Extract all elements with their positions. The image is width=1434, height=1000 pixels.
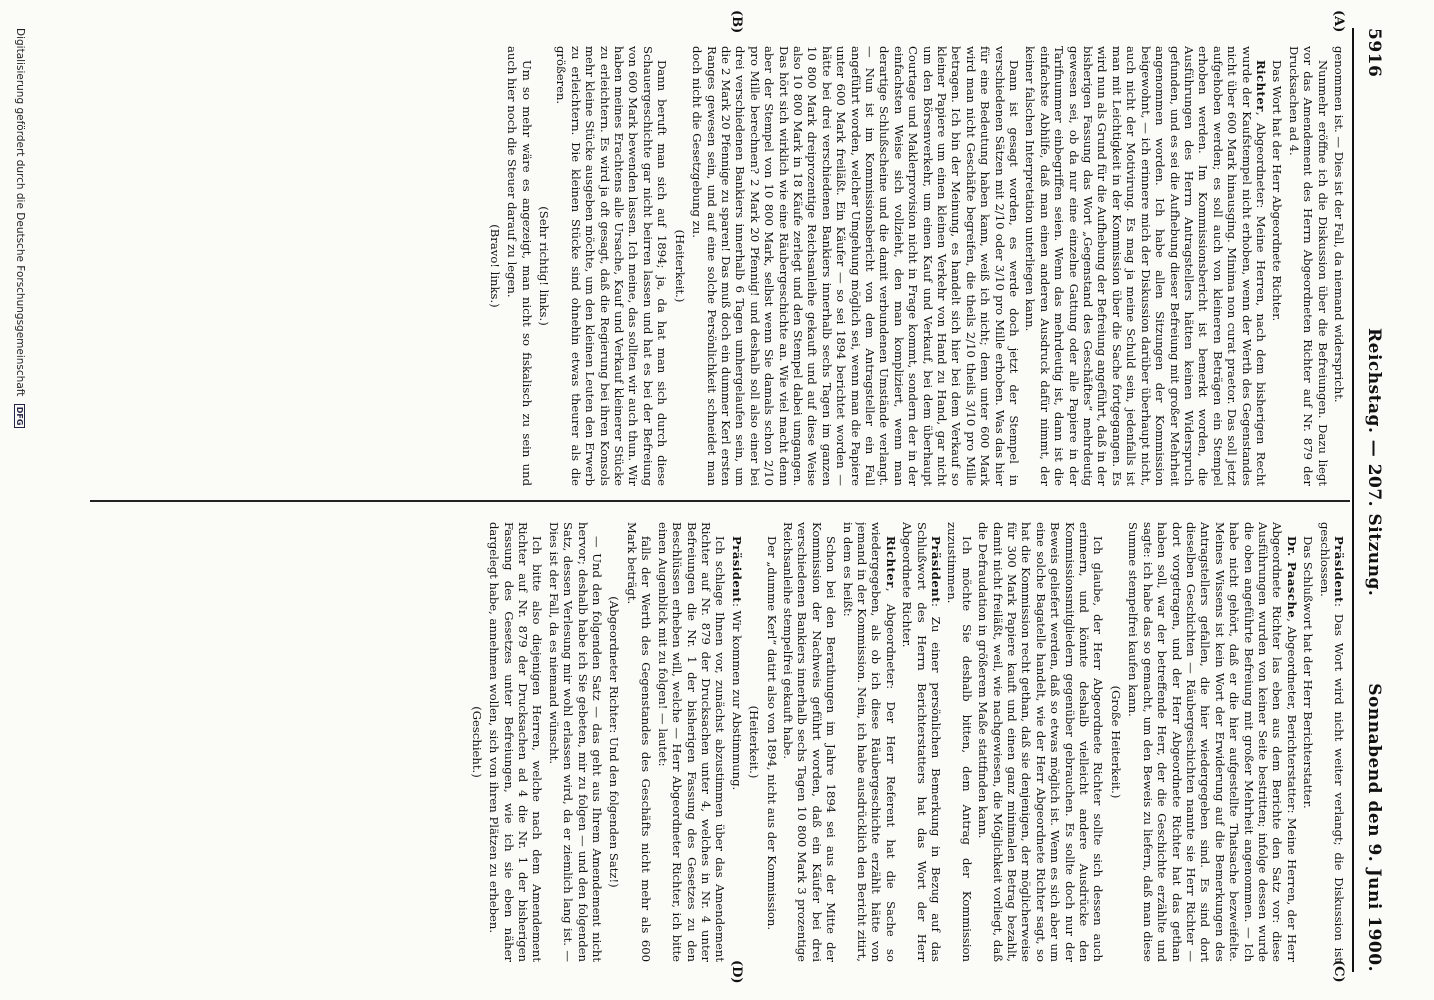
paragraph-text: — Und den folgenden Satz — das geht aus Ihrem Amendement nicht hervor; deshalb habe ich Sie gebeten, mir zu folgen — und den folgenden Satz, dessen Verlesung mir wohl erlassen wird, da er ziemlich lang ist. — Dies ist der Fall, da es niemand wünscht. <box>546 522 605 962</box>
paragraph-text: genommen ist. — Dies ist der Fall, da niemand widerspricht. <box>1332 46 1346 403</box>
paragraph-text: Ich glaube, der Herr Abgeordnete Richter sollte sich dessen auch erinnern, und könnte deshalb vielleicht andere Ausdrücke den Kommissionsmitgliedern gegenüber gebrauchen. Es sollte doch nur der Beweis geliefert werden, daß so etwas möglich ist. Wenn es sich aber um eine solche Bagatelle handelt, wie der Herr Abgeordnete Richter sagt, so hat die Kommission recht gethan, daß sie denjenigen, der möglicherweise für 300 Mark Papiere kauft und einen ganz minimalen Betrag bezahlt, damit nicht freiläßt, weil, wie nachgewiesen, die Möglichkeit vorliegt, daß die Defraudation in größerem Maße stattfinden kann. <box>976 522 1106 962</box>
interjection <box>487 46 501 486</box>
left-column <box>96 46 1346 486</box>
speaker-name: Dr. Paasche <box>1284 536 1299 619</box>
paragraph-text: (Heiterkeit.) <box>672 229 687 303</box>
paragraph <box>945 522 974 962</box>
paragraph-text: (Große Heiterkeit.) <box>1108 685 1123 799</box>
running-title: Reichstag. — 207. Sitzung. <box>1364 328 1384 597</box>
paragraph-text: (Sehr richtig! links.) <box>537 206 552 326</box>
interjection <box>537 46 551 486</box>
paragraph-text: Dann ist gesagt worden, es werde doch jetzt der Stempel in verschiedenen Sätzen mit 2/10 oder 3/10 pro Mille erhoben. Was das hier für eine Bedeutung haben kann, weiß ich nicht; denn unter 600 Mark wird man nicht Geschäfte begreifen, die theils 2/10 theils 3/10 pro Mille betragen. Ich bin der Meinung, es handelt sich hier bei dem Verkauf so kleiner Papiere um einen kleinen Verkehr von Hand zu Hand, gar nicht um den Börsenverkehr, um einen Kauf und Verkauf, bei dem überhaupt Courtage und Maklerprovision nicht in Frage kommt, sondern der in der einfachsten Weise sich vollzieht, den man kompliziert, wenn man derartige Schlußscheine und die damit verbundenen Umstände verlangt. — Nun ist im Kommissionsbericht von dem Antragsteller ein Fall angeführt worden, welcher Umgehung möglich sei, wenn man die Papiere unter 600 Mark freiläßt. Ein Käufer — so sei 1894 berichtet worden — hätte bei drei verschiedenen Bankiers innerhalb sechs Tagen im ganzen 10 800 Mark dreiprozentige Reichsanleihe gekauft und auf diese Weise also 10 800 Mark in 18 Käufe zerlegt und den Stempel dabei umgangen. Das hört sich wirklich wie eine Räubergeschichte an. Wie viel macht denn aber der Stempel von 10 800 Mark, selbst wenn Sie damals schon 2/10 pro Mille berechnen? 2 Mark 20 Pfennig! und deshalb soll also einer bei drei verschiedenen Bankiers innerhalb 6 Tagen umhergelaufen sein, um die 2 Mark 20 Pfennige zu sparen! Das muß doch ein dummer Kerl ersten Ranges gewesen sein, und auf eine solche Persönlichkeit schneidet man doch nicht die Gesetzgebung zu. <box>690 46 1022 486</box>
margin-mark-d: (D) <box>729 960 744 984</box>
paragraph <box>764 522 778 962</box>
paragraph-text: Schon bei den Berathungen im Jahre 1894 sei aus der Mitte der Kommission der Nachweis geführt worden, daß ein Käufer bei drei verschiedenen Bankiers innerhalb sechs Tagen 10 800 Mark 3 prozentige Reichsanleihe stempelfrei gekauft habe. <box>780 522 839 962</box>
header-rule <box>1352 28 1354 972</box>
paragraph <box>900 522 943 962</box>
paragraph-text: , Abgeordneter, Berichterstatter: Meine Herren, der Herr Abgeordnete Richter las eben aus dem Berichte den Satz vor: diese Ausführungen wurden von keiner Seite bestritten; infolge dessen wurde die oben angeführte Befreiung mit großer Mehrheit angenommen. — Ich habe nicht gehört, daß er die hier aufgestellte Thatsache bezweifelte. Meines Wissens ist kein Wort der Erwiderung auf die Bemerkungen des Antragstellers gefallen, die hier wiedergegeben sind. Es sind dort dieselben Geschichten — Räubergeschichten nannte sie Herr Richter — dort vorgetragen, und der Herr Abgeordnete Richter hat das gethan haben soll, war der betreffende Herr, der die Geschichte erzählte und sagte: ich habe das so gemacht, um den Beweis zu liefern, daß man diese Summe stempelfrei kaufen kann. <box>1126 522 1299 962</box>
interjection <box>747 522 761 962</box>
paragraph <box>690 46 1021 486</box>
paragraph <box>505 46 534 486</box>
paragraph <box>1332 46 1346 486</box>
paragraph-text: Dann beruft man sich auf 1894; ja, da hat man sich durch diese Schauergeschichte gar nicht beirren lassen und hat es bei der Befreiung von 600 Mark bewenden lassen. Ich meine, das sollten wir auch thun. Wir haben meines Erachtens alle Ursache, Kauf und Verkauf kleinerer Stücke zu erleichtern. Es wird ja oft gesagt, daß die Regierung bei ihren Konsols mehr kleine Stücke ausgeben möchte, um den kleinen Leuten den Erwerb zu erleichtern. Die kleinen Stücke sind ohnehin etwas theurer als die größeren. <box>554 46 670 486</box>
paragraph <box>729 522 743 962</box>
paragraph-text: , Abgeordneter: Der Herr Referent hat die Sache so wiedergegeben, als ob ich diese Räubergeschichte erzählt hätte von jemand in der Kommission. Nein, ich habe ausdrücklich den Bericht zitirt, in dem es heißt: <box>840 522 898 962</box>
paragraph <box>1286 46 1329 486</box>
paragraph-text: : Zu einer persönlichen Bemerkung in Bezug auf das Schlußwort des Herrn Berichterstatters hat das Wort der Herr Abgeordnete Richter. <box>900 522 944 962</box>
interjection <box>672 46 686 486</box>
session-date: Sonnabend den 9. Juni 1900. <box>1364 683 1384 972</box>
paragraph-text: Um so mehr wäre es angezeigt, man nicht so fiskalisch zu sein und auch hier noch die Steuer darauf zu legen. <box>505 46 534 486</box>
digitization-credit: Digitalisierung gefördert durch die Deutsche Forschungsgemeinschaft <box>14 28 26 397</box>
interjection <box>607 522 621 962</box>
paragraph-text: Ich bitte also diejenigen Herren, welche nach dem Amendement Richter auf Nr. 879 der Drucksachen ad 4 die Nr. 1 der bisherigen Fassung des Gesetzes unter Befreiungen, wie ich sie eben näher dargelegt habe, annehmen wollen, sich von ihren Plätzen zu erheben. <box>487 522 545 962</box>
paragraph <box>1270 46 1284 486</box>
paragraph-text: (Geschieht.) <box>469 706 484 778</box>
page-footer <box>10 28 26 972</box>
page-number: 5916 <box>1364 28 1384 78</box>
paragraph-text: Das Schlußwort hat der Herr Berichterstatter. <box>1301 536 1316 809</box>
dfg-logo: DFG <box>14 404 25 429</box>
paragraph <box>1023 46 1268 486</box>
paragraph-text: Nunmehr eröffne ich die Diskussion über die Befreiungen. Dazu liegt vor das Amendement des Herrn Abgeordneten Richter auf Nr. 879 der Drucksachen ad 4. <box>1286 46 1330 486</box>
paragraph-text: Ich möchte Sie deshalb bitten, dem Antrag der Kommission zuzustimmen. <box>945 522 974 962</box>
paragraph <box>546 522 604 962</box>
interjection <box>469 522 483 962</box>
paragraph <box>1126 522 1299 962</box>
paragraph-text: : Wir kommen zur Abstimmung. <box>729 603 744 791</box>
paragraph-text: , Abgeordneter: Meine Herren, nach dem bisherigen Recht wurde der Kaufstempel nicht erhoben, wenn der Werth des Gegenstandes nicht über 600 Mark hinausging. Minima non curat praetor. Das soll jetzt aufgehoben werden; es soll auch von kleineren Beträgen ein Stempel erhoben werden. Im Kommissionsbericht ist bemerkt worden, die Ausführungen des Herrn Antragstellers hätten keinen Widerspruch gefunden, und es sei die Aufhebung dieser Befreiung mit großer Mehrheit angenommen worden. Ich habe allen Sitzungen der Kommission beigewohnt, — ich erinnere mich der Diskussion darüber überhaupt nicht, auch nicht der Motivirung. Es mag ja meine Schuld sein, jedenfalls ist man mit Leichtigkeit in der Kommission über die Sache fortgegangen. Es wird nun als Grund für die Aufhebung der Befreiung angeführt, daß in der bisherigen Fassung das Wort „Gegenstand des Geschäftes“ mehrdeutig gewesen sei, ob da nur eine einzelne Gattung oder alle Papiere in der Tarifnummer einbegriffen seien. Wenn das mehrdeutig ist, dann ist die einfachste Abhilfe, daß man einen anderen Ausdruck dafür nimmt, der keiner falschen Interpretation unterliegen kann. <box>1023 46 1268 486</box>
paragraph <box>487 522 545 962</box>
paragraph-text: Der „dumme Kerl“ datirt also von 1894, nicht aus der Kommission. <box>764 536 779 931</box>
speaker-name: Richter <box>883 536 898 588</box>
right-column <box>96 522 1346 962</box>
page-header <box>1358 28 1384 972</box>
speaker-name: Präsident <box>1332 536 1346 604</box>
column-divider <box>90 500 1350 502</box>
paragraph <box>781 522 839 962</box>
paragraph-text: Ich schlage Ihnen vor, zunächst abzustimmen über das Amendement Richter auf Nr. 879 der Drucksachen unter 4, welches in Nr. 4 unter Befreiungen die Nr. 1 der bisherigen Fassung des Gesetzes zu den Beschlüssen erheben will, welche — Herr Abgeordneter Richter, ich bitte einen Augenblick mit zu folgen! — lautet: <box>655 522 728 962</box>
margin-mark-c: (C) <box>1331 960 1346 983</box>
paragraph <box>976 522 1106 962</box>
paragraph-text: falls der Werth des Gegenstandes des Geschäfts nicht mehr als 600 Mark beträgt. <box>624 522 654 962</box>
paragraph <box>1301 522 1315 962</box>
margin-mark-a: (A) <box>1331 10 1346 33</box>
paragraph <box>625 522 654 962</box>
paragraph <box>655 522 727 962</box>
speaker-name: Präsident <box>929 536 944 604</box>
speaker-name: Präsident <box>729 536 744 604</box>
paragraph <box>840 522 898 962</box>
paragraph-text: Das Wort hat der Herr Abgeordnete Richter. <box>1270 60 1285 322</box>
paragraph-text: (Bravo! links.) <box>487 224 502 308</box>
paragraph-text: (Heiterkeit.) <box>747 705 762 779</box>
speaker-name: Richter <box>1253 60 1268 112</box>
paragraph <box>554 46 669 486</box>
interjection <box>1109 522 1123 962</box>
paragraph-text: : Das Wort wird nicht weiter verlangt; die Diskussion ist geschlossen. <box>1317 522 1346 962</box>
paragraph <box>1317 522 1346 962</box>
paragraph-text: (Abgeordneter Richter: Und den folgenden Satz!) <box>607 596 622 888</box>
margin-mark-b: (B) <box>729 10 744 34</box>
